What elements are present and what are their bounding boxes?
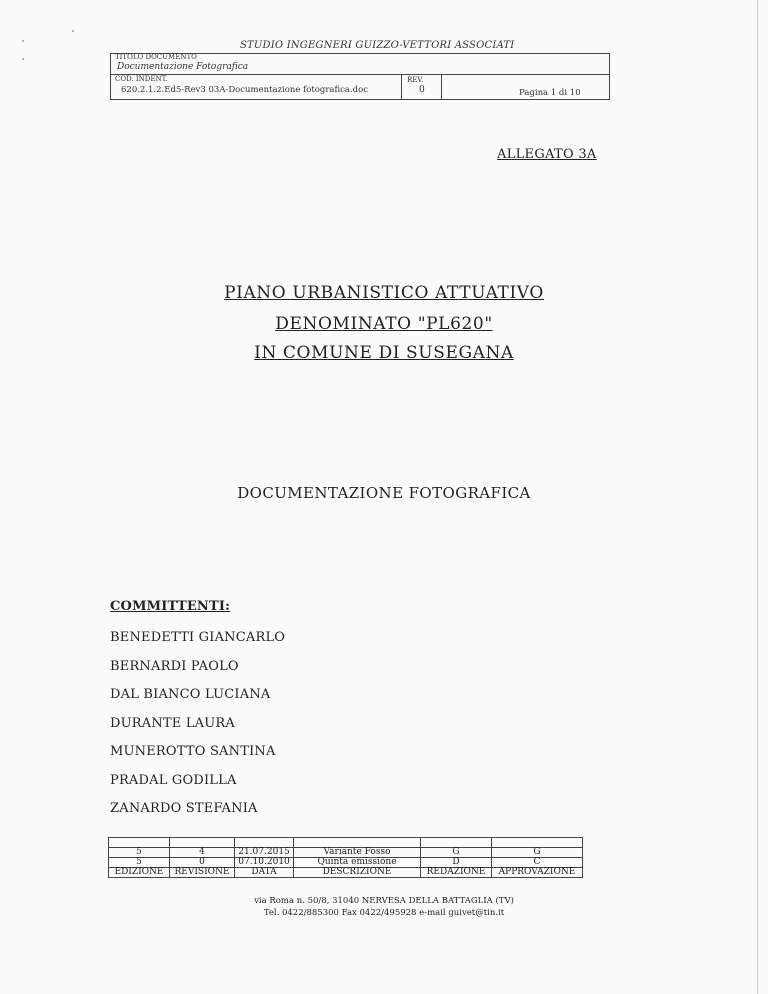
footer-line-2: Tel. 0422/885300 Fax 0422/495928 e-mail guivet@tin.it: [263, 908, 505, 918]
committente-name: MUNEROTTO SANTINA: [110, 744, 276, 759]
table-cell: Variante Fosso: [294, 848, 421, 858]
page-number: Pagina 1 di 10: [519, 88, 581, 98]
cod-label: COD. INDENT.: [115, 75, 168, 83]
table-cell: Quinta emissione: [294, 858, 421, 868]
table-cell: 5: [109, 848, 170, 858]
table-cell: G: [492, 848, 583, 858]
table-cell: [421, 838, 492, 848]
table-cell: C: [492, 858, 583, 868]
table-header: REVISIONE: [170, 868, 235, 878]
studio-name: STUDIO INGEGNERI GUIZZO-VETTORI ASSOCIATI: [240, 40, 515, 51]
table-cell: 5: [109, 858, 170, 868]
title-line-2: DENOMINATO "PL620": [275, 314, 493, 334]
revision-table: [108, 837, 583, 878]
table-cell: [109, 838, 170, 848]
table-cell: [294, 838, 421, 848]
committente-name: PRADAL GODILLA: [110, 772, 237, 788]
table-header: EDIZIONE: [109, 868, 170, 878]
rev-label: REV.: [407, 76, 424, 84]
rev-value: 0: [419, 85, 425, 95]
committente-name: DURANTE LAURA: [110, 715, 235, 731]
committente-name: DAL BIANCO LUCIANA: [110, 687, 271, 702]
table-cell: 21.07.2015: [235, 848, 294, 858]
document-header-box: [110, 53, 610, 100]
table-header: APPROVAZIONE: [492, 868, 583, 878]
table-row: [109, 848, 583, 858]
title-line-3: IN COMUNE DI SUSEGANA: [254, 343, 514, 363]
titolo-value: Documentazione Fotografica: [117, 62, 249, 72]
table-cell: G: [421, 848, 492, 858]
footer-line-1: via Roma n. 50/8, 31040 NERVESA DELLA BATTAGLIA (TV): [254, 896, 514, 906]
table-cell: [170, 838, 235, 848]
scan-speck: [72, 30, 74, 32]
table-header: DATA: [235, 868, 294, 878]
document-title: DOCUMENTAZIONE FOTOGRAFICA: [237, 484, 531, 502]
table-cell: [235, 838, 294, 848]
committente-name: BENEDETTI GIANCARLO: [110, 630, 286, 645]
committenti-list: [110, 624, 285, 824]
committente-name: ZANARDO STEFANIA: [110, 801, 258, 816]
cod-value: 620.2.1.2.Ed5-Rev3 03A-Documentazione fotografica.doc: [121, 85, 368, 95]
table-row: [109, 838, 583, 848]
committente-name: BERNARDI PAOLO: [110, 658, 239, 674]
table-cell: 07.10.2010: [235, 858, 294, 868]
table-row: [109, 858, 583, 868]
title-line-1: PIANO URBANISTICO ATTUATIVO: [224, 283, 544, 303]
scan-speck: [22, 40, 24, 42]
table-header: DESCRIZIONE: [294, 868, 421, 878]
table-cell: [492, 838, 583, 848]
scan-speck: [22, 58, 24, 60]
allegato-label: ALLEGATO 3A: [497, 147, 597, 162]
table-header-row: [109, 868, 583, 878]
committenti-heading: COMMITTENTI:: [110, 599, 231, 614]
titolo-label: TITOLO DOCUMENTO: [115, 53, 197, 61]
table-cell: 4: [170, 848, 235, 858]
footer-address: [0, 895, 768, 919]
table-cell: 0: [170, 858, 235, 868]
table-header: REDAZIONE: [421, 868, 492, 878]
table-cell: D: [421, 858, 492, 868]
